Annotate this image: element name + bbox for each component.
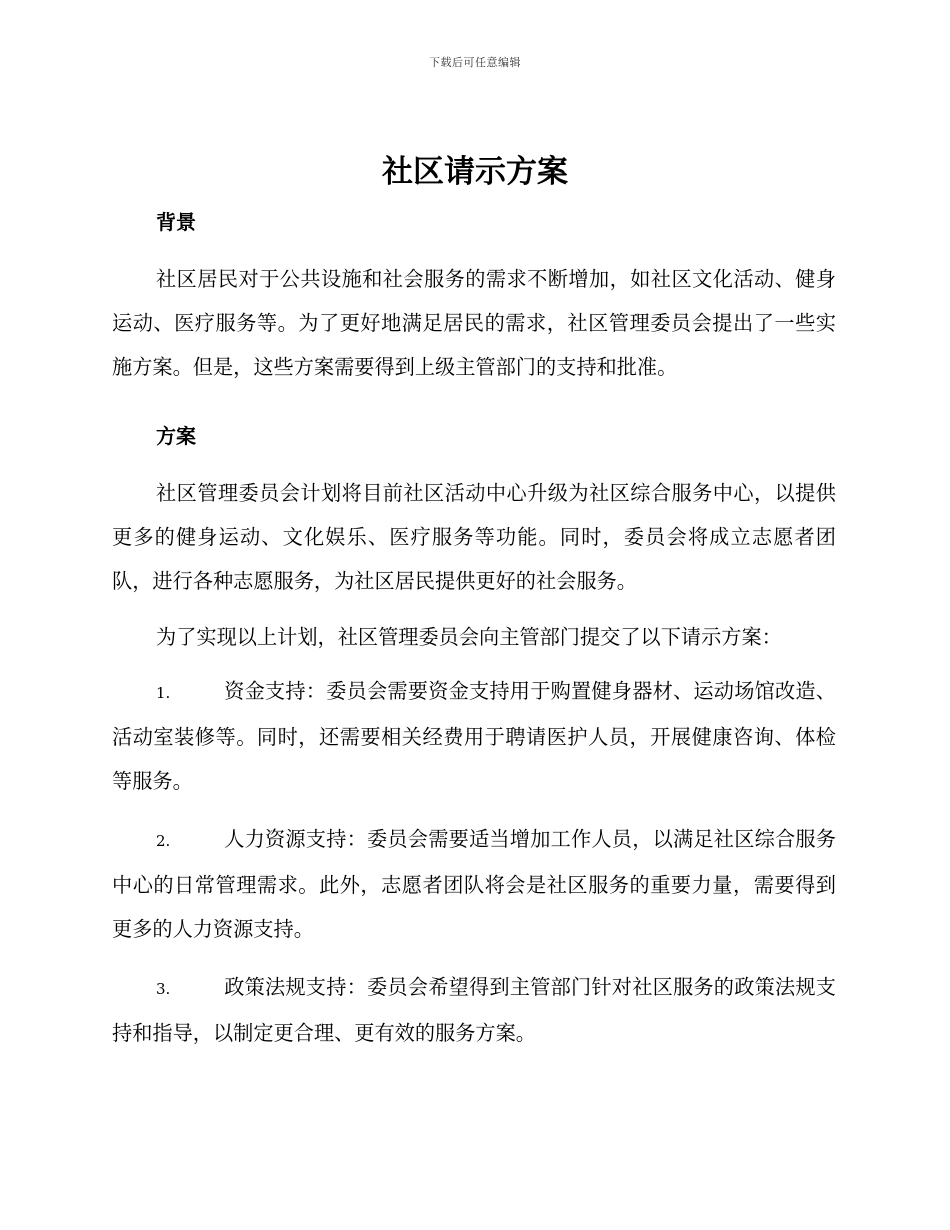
list-item xyxy=(112,817,836,951)
section-heading-background: 背景 xyxy=(156,210,196,234)
section-background xyxy=(112,205,836,419)
background-paragraph: 社区居民对于公共设施和社会服务的需求不断增加，如社区文化活动、健身运动、医疗服务等。为了更好地满足居民的需求，社区管理委员会提出了一些实施方案。但是，这些方案需要得到上级主管部门的支持和批准。 xyxy=(112,267,836,379)
section-heading-plan: 方案 xyxy=(156,424,196,448)
section-plan xyxy=(112,419,836,1055)
document-body xyxy=(112,205,836,1055)
plan-paragraph-1: 社区管理委员会计划将目前社区活动中心升级为社区综合服务中心，以提供更多的健身运动、文化娱乐、医疗服务等功能。同时，委员会将成立志愿者团队，进行各种志愿服务，为社区居民提供更好的社会服务。 xyxy=(112,481,836,593)
list-item xyxy=(112,965,836,1055)
header-note: 下载后可任意编辑 xyxy=(429,56,521,69)
list-item xyxy=(112,669,836,803)
list-item-text: 政策法规支持：委员会希望得到主管部门针对社区服务的政策法规支持和指导，以制定更合理、更有效的服务方案。 xyxy=(112,975,836,1045)
list-item-number: 3. xyxy=(156,980,171,998)
list-item-text: 资金支持：委员会需要资金支持用于购置健身器材、运动场馆改造、活动室装修等。同时，还需要相关经费用于聘请医护人员，开展健康咨询、体检等服务。 xyxy=(112,679,836,793)
plan-paragraph-2: 为了实现以上计划，社区管理委员会向主管部门提交了以下请示方案： xyxy=(156,625,782,649)
list-item-text: 人力资源支持：委员会需要适当增加工作人员，以满足社区综合服务中心的日常管理需求。此外，志愿者团队将会是社区服务的重要力量，需要得到更多的人力资源支持。 xyxy=(112,827,836,941)
list-item-number: 2. xyxy=(156,832,171,850)
document-title: 社区请示方案 xyxy=(382,154,568,190)
list-item-number: 1. xyxy=(156,684,171,702)
